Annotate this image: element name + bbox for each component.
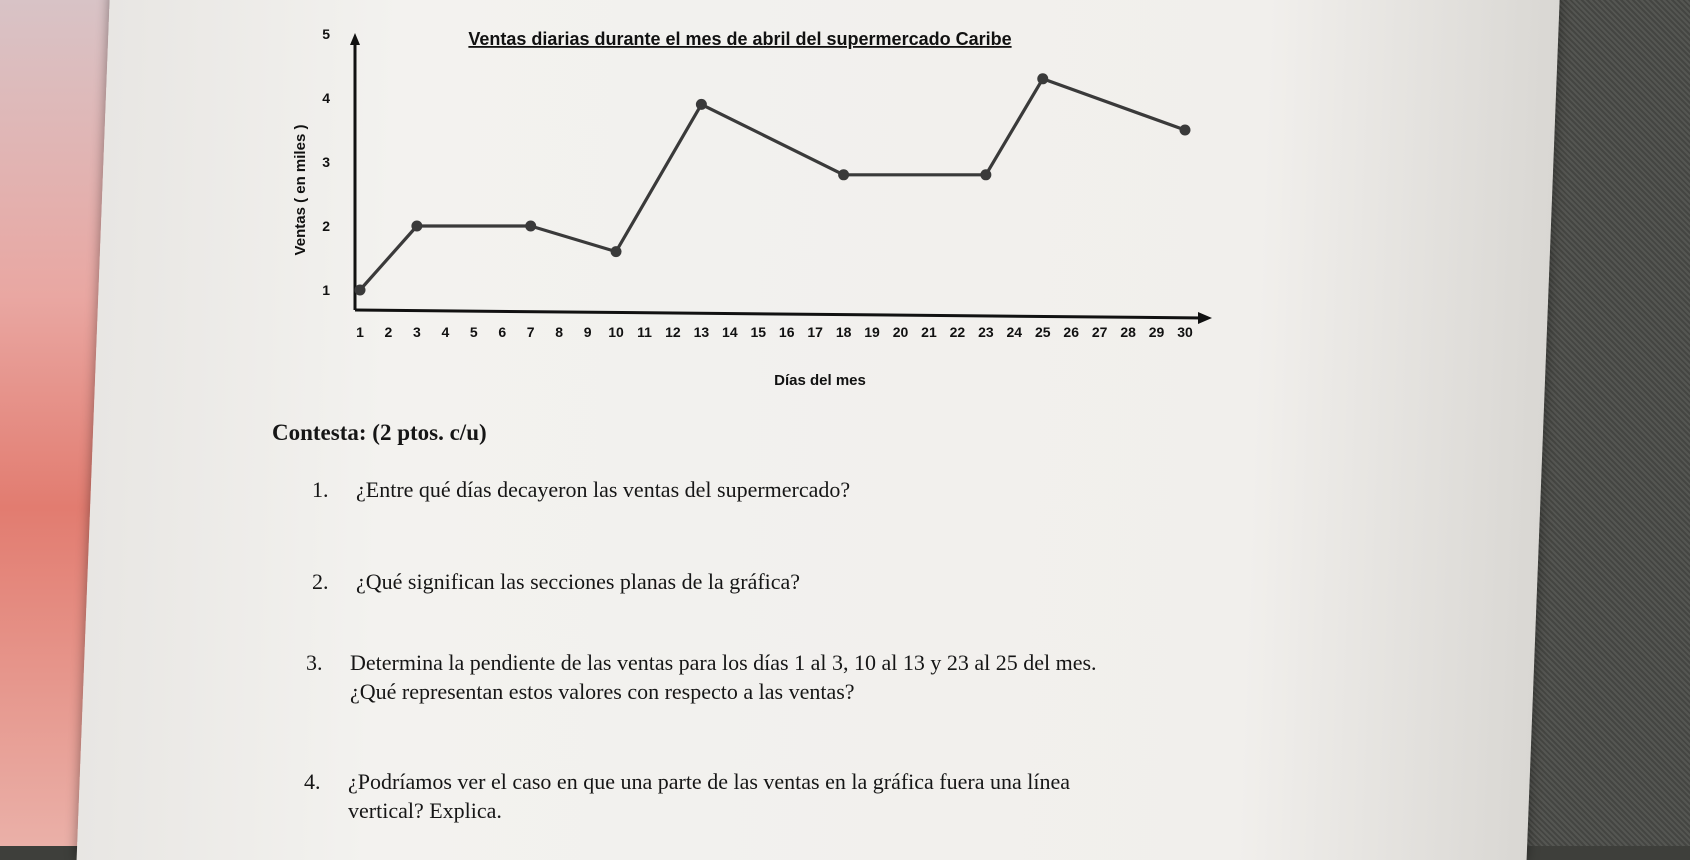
x-tick-label: 1 [356, 324, 364, 340]
question-text-line-2: ¿Qué representan estos valores con respecto a las ventas? [350, 679, 855, 704]
x-axis-title: Días del mes [774, 372, 866, 389]
question-text-line-1: Determina la pendiente de las ventas para los días 1 al 3, 10 al 13 y 23 al 25 del mes. [350, 650, 1097, 675]
question-text: ¿Qué significan las secciones planas de la gráfica? [356, 569, 801, 594]
y-tick-label: 2 [322, 218, 330, 234]
y-tick-label: 3 [322, 154, 330, 170]
x-tick-label: 30 [1177, 324, 1193, 340]
y-axis-arrow [350, 33, 360, 45]
x-tick-label: 28 [1120, 324, 1136, 340]
x-tick-label: 19 [864, 324, 880, 340]
x-tick-label: 8 [555, 324, 564, 340]
x-tick-label: 9 [583, 324, 592, 340]
x-tick-label: 17 [807, 324, 823, 340]
x-tick-label: 13 [693, 324, 710, 340]
data-point [411, 221, 422, 232]
x-tick-label: 14 [722, 324, 738, 340]
question-text: ¿Entre qué días decayeron las ventas del supermercado? [356, 477, 851, 502]
sales-line-chart [290, 10, 1320, 390]
data-point [525, 221, 536, 232]
x-tick-label: 25 [1034, 324, 1051, 340]
x-tick-label: 7 [526, 324, 535, 340]
chart-title: Ventas diarias durante el mes de abril del supermercado Caribe [468, 29, 1012, 49]
x-tick-label: 6 [498, 324, 507, 340]
y-tick-label: 1 [322, 282, 330, 298]
x-tick-label: 21 [921, 324, 937, 340]
data-point [1037, 73, 1048, 84]
x-tick-label: 11 [637, 324, 652, 340]
x-tick-label: 20 [892, 324, 909, 340]
x-tick-label: 26 [1063, 324, 1079, 340]
data-point [980, 169, 991, 180]
x-tick-label: 18 [835, 324, 852, 340]
question-text-line-1: ¿Podríamos ver el caso en que una parte de las ventas en la gráfica fuera una línea [348, 769, 1071, 794]
x-tick-label: 23 [978, 324, 994, 340]
x-tick-label: 12 [665, 324, 681, 340]
question-number: 2. [312, 569, 329, 594]
x-tick-label: 2 [384, 324, 393, 340]
x-tick-labels [356, 324, 1193, 340]
x-tick-label: 24 [1006, 324, 1023, 340]
question-number: 1. [312, 477, 329, 502]
instructions-heading: Contesta: (2 ptos. c/u) [272, 420, 487, 445]
x-tick-label: 29 [1148, 324, 1165, 340]
y-tick-labels [322, 26, 330, 298]
y-tick-label: 4 [322, 90, 330, 106]
data-point [355, 285, 366, 296]
data-point [838, 169, 849, 180]
x-tick-label: 10 [608, 324, 624, 340]
x-tick-label: 16 [778, 324, 795, 340]
x-axis-line [355, 310, 1204, 318]
chart-axes [350, 33, 1212, 324]
x-tick-label: 4 [441, 324, 450, 340]
data-point [611, 246, 622, 257]
x-tick-label: 22 [949, 324, 966, 340]
y-axis-title: Ventas ( en miles ) [292, 124, 309, 256]
question-number: 4. [304, 769, 321, 794]
y-tick-label: 5 [322, 26, 330, 42]
x-tick-label: 3 [412, 324, 421, 340]
x-axis-arrow [1198, 312, 1212, 324]
data-point [696, 99, 707, 110]
x-tick-label: 5 [469, 324, 478, 340]
series-line [360, 79, 1185, 290]
question-number: 3. [306, 650, 323, 675]
x-tick-label: 15 [750, 324, 767, 340]
data-point [1180, 125, 1191, 136]
x-tick-label: 27 [1091, 324, 1108, 340]
question-text-line-2: vertical? Explica. [348, 798, 502, 823]
series-group [355, 73, 1191, 295]
